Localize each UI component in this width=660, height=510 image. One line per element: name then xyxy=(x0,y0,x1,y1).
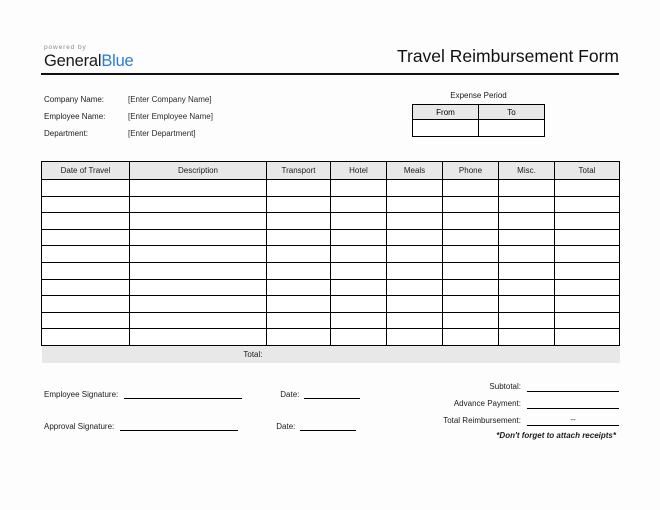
brand-name-blue: Blue xyxy=(101,51,134,70)
expense-cell[interactable] xyxy=(130,229,267,246)
header-divider xyxy=(41,73,619,75)
expense-cell[interactable] xyxy=(267,229,331,246)
expense-cell[interactable] xyxy=(387,312,443,329)
expense-cell[interactable] xyxy=(42,262,130,279)
expense-cell[interactable] xyxy=(443,312,499,329)
expense-cell[interactable] xyxy=(130,213,267,230)
expense-period-block xyxy=(412,91,545,137)
form-footer xyxy=(41,375,619,457)
expense-period-from-value[interactable] xyxy=(413,120,479,137)
expense-cell[interactable] xyxy=(130,262,267,279)
approval-signature-row xyxy=(44,421,384,431)
expense-cell[interactable] xyxy=(331,262,387,279)
table-row xyxy=(42,279,620,296)
expense-table-head xyxy=(42,162,620,180)
field-company-name xyxy=(44,95,213,112)
approval-date-label: Date: xyxy=(276,421,296,431)
table-row xyxy=(42,312,620,329)
field-employee-name xyxy=(44,112,213,129)
approval-date-input[interactable] xyxy=(300,421,356,431)
expense-total-value[interactable] xyxy=(267,345,620,363)
expense-table-foot xyxy=(42,345,620,363)
expense-cell[interactable] xyxy=(443,279,499,296)
page-header xyxy=(41,40,619,76)
expense-cell[interactable] xyxy=(267,262,331,279)
expense-cell[interactable] xyxy=(555,329,620,346)
expense-cell[interactable] xyxy=(387,246,443,263)
form-info-section xyxy=(41,91,619,153)
expense-cell[interactable] xyxy=(555,229,620,246)
expense-cell[interactable] xyxy=(387,262,443,279)
expense-cell[interactable] xyxy=(267,213,331,230)
expense-cell[interactable] xyxy=(555,312,620,329)
total-reimbursement-label: Total Reimbursement: xyxy=(443,415,521,425)
expense-table-wrapper xyxy=(41,161,619,363)
table-row xyxy=(42,213,620,230)
company-info-fields xyxy=(44,95,213,146)
brand-powered-by-label: powered by xyxy=(44,44,87,51)
expense-cell[interactable] xyxy=(443,196,499,213)
expense-column-header-transport: Transport xyxy=(267,162,331,180)
field-company-name-value[interactable]: [Enter Company Name] xyxy=(128,95,212,104)
expense-cell[interactable] xyxy=(499,312,555,329)
expense-column-header-meals: Meals xyxy=(387,162,443,180)
expense-cell[interactable] xyxy=(499,213,555,230)
totals-section xyxy=(369,375,619,440)
table-row xyxy=(42,180,620,197)
expense-period-value-row xyxy=(413,120,545,137)
expense-cell[interactable] xyxy=(267,329,331,346)
expense-period-table xyxy=(412,104,545,137)
table-row xyxy=(42,229,620,246)
employee-date-input[interactable] xyxy=(304,389,360,399)
expense-cell[interactable] xyxy=(42,180,130,197)
expense-cell[interactable] xyxy=(555,180,620,197)
expense-cell[interactable] xyxy=(130,180,267,197)
expense-cell[interactable] xyxy=(443,180,499,197)
expense-cell[interactable] xyxy=(331,213,387,230)
expense-cell[interactable] xyxy=(555,196,620,213)
expense-cell[interactable] xyxy=(387,279,443,296)
expense-cell[interactable] xyxy=(499,229,555,246)
expense-cell[interactable] xyxy=(387,229,443,246)
expense-cell[interactable] xyxy=(443,329,499,346)
expense-total-label: Total: xyxy=(42,345,267,363)
brand-logo xyxy=(44,45,134,69)
expense-table-header-row xyxy=(42,162,620,180)
field-department-value[interactable]: [Enter Department] xyxy=(128,129,196,138)
subtotal-value[interactable] xyxy=(527,380,619,392)
expense-cell[interactable] xyxy=(499,296,555,313)
expense-cell[interactable] xyxy=(42,213,130,230)
brand-name xyxy=(44,53,134,70)
expense-cell[interactable] xyxy=(443,213,499,230)
expense-cell[interactable] xyxy=(555,246,620,263)
expense-cell[interactable] xyxy=(267,196,331,213)
expense-table-body xyxy=(42,180,620,346)
employee-signature-label: Employee Signature: xyxy=(44,389,119,399)
expense-total-row xyxy=(42,345,620,363)
employee-signature-row xyxy=(44,389,384,399)
expense-cell[interactable] xyxy=(499,196,555,213)
form-sheet xyxy=(41,40,619,457)
expense-cell[interactable] xyxy=(267,246,331,263)
expense-cell[interactable] xyxy=(443,262,499,279)
expense-cell[interactable] xyxy=(42,229,130,246)
expense-cell[interactable] xyxy=(443,229,499,246)
expense-period-caption: Expense Period xyxy=(450,91,507,100)
expense-cell[interactable] xyxy=(331,246,387,263)
advance-payment-row xyxy=(369,392,619,409)
expense-cell[interactable] xyxy=(499,246,555,263)
expense-cell[interactable] xyxy=(331,229,387,246)
expense-period-header-row xyxy=(413,105,545,120)
expense-cell[interactable] xyxy=(387,196,443,213)
field-company-name-label: Company Name: xyxy=(44,95,105,104)
expense-cell[interactable] xyxy=(443,246,499,263)
expense-cell[interactable] xyxy=(267,296,331,313)
expense-cell[interactable] xyxy=(42,196,130,213)
employee-date-label: Date: xyxy=(280,389,300,399)
expense-cell[interactable] xyxy=(387,213,443,230)
expense-cell[interactable] xyxy=(42,246,130,263)
expense-column-header-total: Total xyxy=(555,162,620,180)
expense-cell[interactable] xyxy=(42,329,130,346)
table-row xyxy=(42,262,620,279)
employee-signature-input[interactable] xyxy=(124,389,242,399)
field-employee-name-label: Employee Name: xyxy=(44,112,106,121)
expense-cell[interactable] xyxy=(331,180,387,197)
expense-cell[interactable] xyxy=(331,312,387,329)
expense-cell[interactable] xyxy=(130,329,267,346)
expense-cell[interactable] xyxy=(331,329,387,346)
expense-cell[interactable] xyxy=(130,196,267,213)
expense-cell[interactable] xyxy=(130,296,267,313)
expense-column-header-description: Description xyxy=(130,162,267,180)
expense-cell[interactable] xyxy=(555,213,620,230)
expense-cell[interactable] xyxy=(499,262,555,279)
receipts-reminder-note: *Don't forget to attach receipts* xyxy=(496,430,616,440)
expense-cell[interactable] xyxy=(443,296,499,313)
expense-cell[interactable] xyxy=(130,279,267,296)
brand-name-general: General xyxy=(44,51,102,70)
table-row xyxy=(42,246,620,263)
table-row xyxy=(42,296,620,313)
expense-column-header-hotel: Hotel xyxy=(331,162,387,180)
expense-period-from-header: From xyxy=(413,105,479,120)
field-employee-name-value[interactable]: [Enter Employee Name] xyxy=(128,112,213,121)
expense-cell[interactable] xyxy=(555,262,620,279)
total-reimbursement-row xyxy=(369,409,619,426)
expense-cell[interactable] xyxy=(42,296,130,313)
signature-section xyxy=(44,389,384,453)
expense-cell[interactable] xyxy=(331,296,387,313)
total-reimbursement-value[interactable]: -- xyxy=(527,414,619,426)
expense-cell[interactable] xyxy=(387,296,443,313)
expense-cell[interactable] xyxy=(267,279,331,296)
advance-payment-value[interactable] xyxy=(527,397,619,409)
expense-cell[interactable] xyxy=(387,329,443,346)
expense-column-header-phone: Phone xyxy=(443,162,499,180)
expense-cell[interactable] xyxy=(42,312,130,329)
expense-cell[interactable] xyxy=(499,329,555,346)
expense-cell[interactable] xyxy=(267,312,331,329)
expense-column-header-misc: Misc. xyxy=(499,162,555,180)
expense-table xyxy=(41,161,620,363)
expense-period-to-header: To xyxy=(479,105,545,120)
expense-cell[interactable] xyxy=(42,279,130,296)
expense-cell[interactable] xyxy=(387,180,443,197)
table-row xyxy=(42,329,620,346)
field-department xyxy=(44,129,213,146)
subtotal-label: Subtotal: xyxy=(489,381,521,391)
expense-cell[interactable] xyxy=(267,180,331,197)
field-department-label: Department: xyxy=(44,129,89,138)
approval-signature-label: Approval Signature: xyxy=(44,421,115,431)
subtotal-row xyxy=(369,375,619,392)
page-title: Travel Reimbursement Form xyxy=(396,46,619,66)
expense-cell[interactable] xyxy=(130,312,267,329)
expense-cell[interactable] xyxy=(331,196,387,213)
approval-signature-input[interactable] xyxy=(120,421,238,431)
expense-cell[interactable] xyxy=(499,279,555,296)
expense-cell[interactable] xyxy=(499,180,555,197)
expense-column-header-date-of-travel: Date of Travel xyxy=(42,162,130,180)
advance-payment-label: Advance Payment: xyxy=(453,398,521,408)
expense-cell[interactable] xyxy=(555,279,620,296)
expense-period-to-value[interactable] xyxy=(479,120,545,137)
expense-cell[interactable] xyxy=(555,296,620,313)
table-row xyxy=(42,196,620,213)
expense-cell[interactable] xyxy=(130,246,267,263)
expense-cell[interactable] xyxy=(331,279,387,296)
